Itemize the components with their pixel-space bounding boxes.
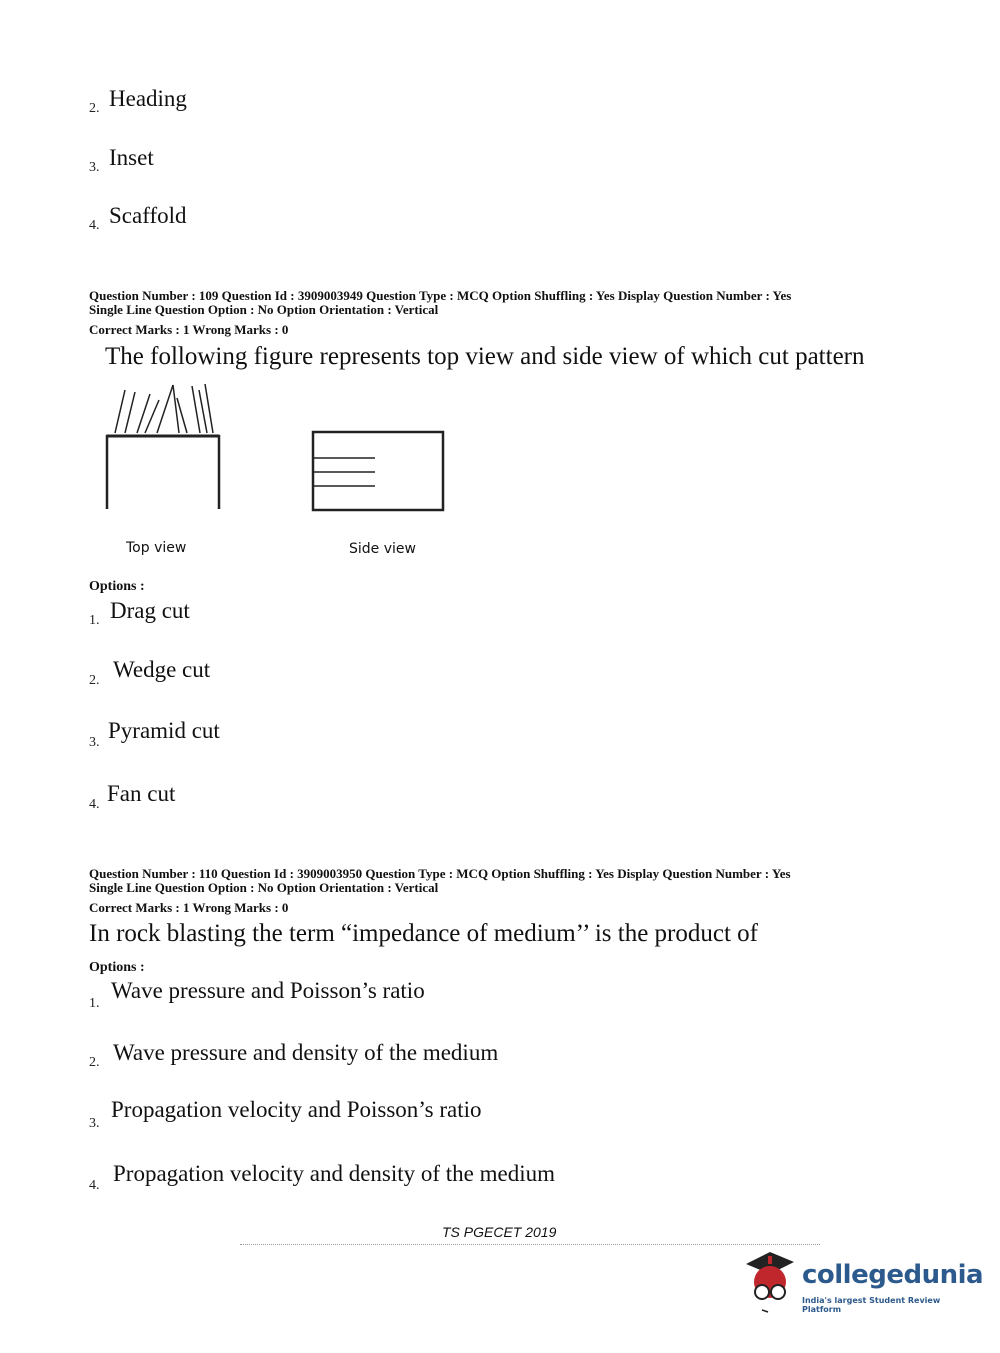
side-view-drawing bbox=[313, 432, 443, 510]
option-number: 3. bbox=[89, 1116, 100, 1131]
question-stem: The following figure represents top view and side view of which cut pattern bbox=[105, 343, 865, 370]
logo-tagline: India's largest Student Review Platform bbox=[802, 1296, 941, 1314]
footer-exam-name: TS PGECET 2019 bbox=[442, 1224, 557, 1240]
option-text: Propagation velocity and density of the medium bbox=[113, 1161, 556, 1186]
question-meta-line2: Single Line Question Option : No Option Orientation : Vertical bbox=[89, 880, 439, 895]
question-meta-line1: Question Number : 109 Question Id : 3909003949 Question Type : MCQ Option Shuffling : Yes Display Question Number : Yes bbox=[89, 288, 792, 303]
question-stem: In rock blasting the term “impedance of medium’’ is the product of bbox=[89, 920, 758, 947]
top-view-drawing bbox=[107, 384, 219, 509]
option-number: 2. bbox=[89, 673, 100, 688]
option-number: 4. bbox=[89, 797, 100, 812]
question-meta-line1: Question Number : 110 Question Id : 3909003950 Question Type : MCQ Option Shuffling : Yes Display Question Number : Yes bbox=[89, 866, 791, 881]
question-marks: Correct Marks : 1 Wrong Marks : 0 bbox=[89, 900, 289, 915]
option-text: Wave pressure and density of the medium bbox=[113, 1040, 499, 1065]
option-number: 2. bbox=[89, 1055, 100, 1070]
cut-pattern-figure bbox=[95, 380, 465, 530]
options-label: Options : bbox=[89, 579, 145, 594]
option-number: 1. bbox=[89, 613, 100, 628]
side-view-label: Side view bbox=[349, 541, 416, 557]
option-number: 4. bbox=[89, 1178, 100, 1193]
option-text: Heading bbox=[109, 86, 187, 111]
question-meta-line2: Single Line Question Option : No Option Orientation : Vertical bbox=[89, 302, 439, 317]
collegedunia-logo bbox=[740, 1248, 984, 1318]
option-text: Pyramid cut bbox=[108, 718, 220, 743]
logo-brand-name: collegedunia bbox=[802, 1260, 984, 1290]
top-view-label: Top view bbox=[126, 540, 187, 556]
option-text: Wave pressure and Poisson’s ratio bbox=[111, 978, 425, 1003]
option-text: Drag cut bbox=[110, 598, 190, 623]
option-text: Fan cut bbox=[107, 781, 176, 806]
options-label: Options : bbox=[89, 960, 145, 975]
option-text: Propagation velocity and Poisson’s ratio bbox=[111, 1097, 482, 1122]
option-number: 3. bbox=[89, 735, 100, 750]
footer-divider bbox=[240, 1244, 820, 1245]
option-number: 4. bbox=[89, 218, 100, 233]
option-text: Wedge cut bbox=[113, 657, 211, 682]
question-marks: Correct Marks : 1 Wrong Marks : 0 bbox=[89, 322, 289, 337]
option-text: Inset bbox=[109, 145, 154, 170]
graduate-mascot-icon bbox=[740, 1248, 802, 1314]
option-number: 3. bbox=[89, 160, 100, 175]
option-text: Scaffold bbox=[109, 203, 187, 228]
option-number: 2. bbox=[89, 101, 100, 116]
option-number: 1. bbox=[89, 996, 100, 1011]
